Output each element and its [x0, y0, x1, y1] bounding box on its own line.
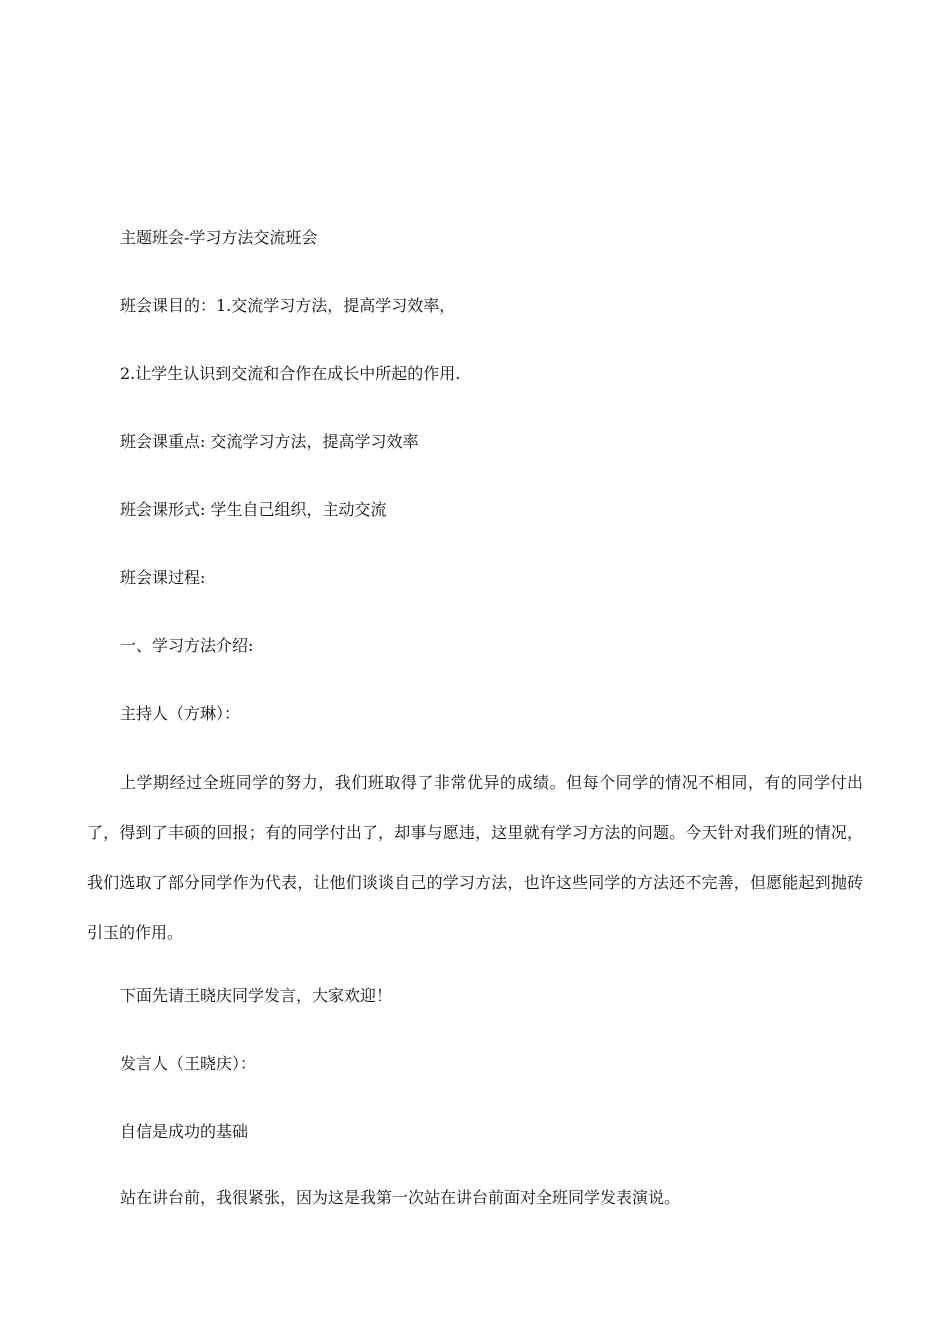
speech-title: 自信是成功的基础: [120, 1122, 249, 1141]
speaker-label: 发言人（王晓庆）：: [120, 1054, 257, 1073]
document-title: 主题班会-学习方法交流班会: [120, 228, 318, 247]
purpose-line-2: 2.让学生认识到交流和合作在成长中所起的作用.: [120, 364, 461, 383]
key-point-line: 班会课重点: 交流学习方法，提高学习效率: [120, 432, 419, 451]
format-line: 班会课形式: 学生自己组织，主动交流: [120, 500, 387, 519]
process-heading: 班会课过程:: [120, 568, 206, 587]
invite-line: 下面先请王晓庆同学发言，大家欢迎！: [120, 986, 393, 1005]
host-label: 主持人（方琳）：: [120, 704, 241, 723]
intro-paragraph: 上学期经过全班同学的努力，我们班取得了非常优异的成绩。但每个同学的情况不相同，有的同学付出了，得到了丰硕的回报；有的同学付出了，却事与愿违，这里就有学习方法的问题。今天针对我们班的情况，我们选取了部分同学作为代表，让他们谈谈自己的学习方法，也许这些同学的方法还不完善，但愿能起到抛砖引玉的作用。: [87, 773, 863, 942]
purpose-line-1: 班会课目的：1.交流学习方法，提高学习效率，: [120, 296, 456, 315]
section-heading-1: 一、学习方法介绍:: [120, 636, 254, 655]
speech-first-line: 站在讲台前，我很紧张，因为这是我第一次站在讲台前面对全班同学发表演说。: [120, 1188, 681, 1207]
